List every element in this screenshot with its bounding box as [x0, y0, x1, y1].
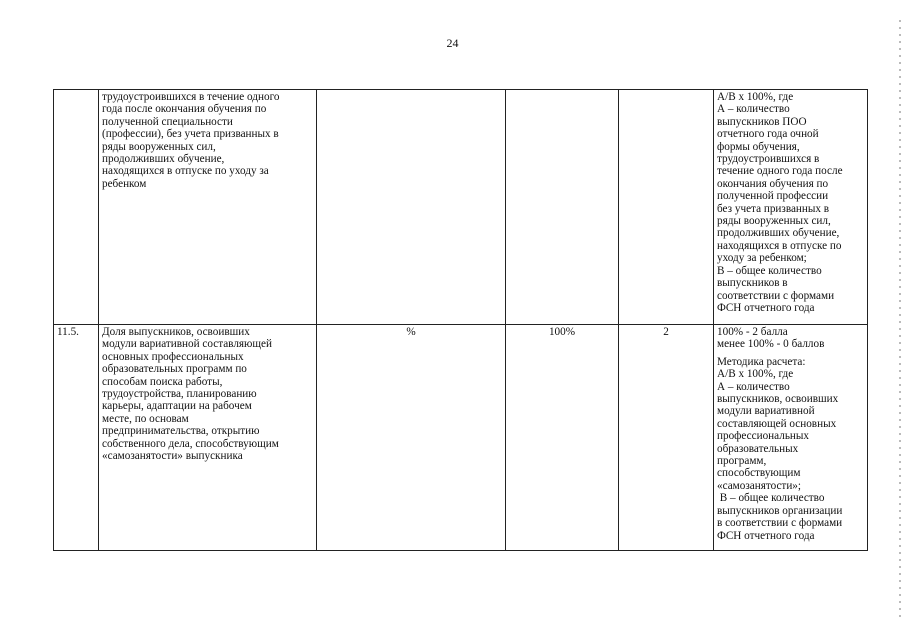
criteria-table: [53, 89, 868, 551]
text-line: отчетного года очной: [717, 128, 819, 141]
text-line: Методика расчета:: [717, 355, 806, 368]
row-number-cell: 11.5.: [54, 325, 99, 551]
scan-edge-artifact: [899, 20, 901, 620]
text-line: течение одного года после: [717, 165, 843, 178]
text-line: выпускников организации: [717, 504, 843, 517]
text-line: в соответствии с формами: [717, 517, 843, 530]
text-line: месте, по основам: [102, 412, 189, 425]
text-line: способствующим: [717, 467, 801, 480]
text-line: трудоустройства, планированию: [102, 388, 257, 401]
scoring-line: менее 100% - 0 баллов: [717, 338, 825, 351]
text-line: ФСН отчетного года: [717, 529, 815, 542]
text-line: А – количество: [717, 380, 790, 393]
text-line: соответствии с формами: [717, 289, 835, 302]
text-line: трудоустроившихся в: [717, 153, 820, 166]
row-number-cell: [54, 90, 99, 325]
text-line: образовательных: [717, 442, 799, 455]
text-line: В – общее количество: [717, 492, 825, 505]
text-line: А/В х 100%, где: [717, 368, 794, 381]
text-line: предпринимательства, открытию: [102, 425, 260, 438]
text-line: образовательных программ по: [102, 363, 247, 376]
text-line: способам поиска работы,: [102, 375, 223, 388]
target-cell: 100%: [506, 325, 619, 551]
text-line: полученной специальности: [102, 115, 233, 128]
text-line: выпускников, освоивших: [717, 393, 839, 406]
text-line: уходу за ребенком;: [717, 252, 807, 265]
text-line: основных профессиональных: [102, 350, 244, 363]
text-line: ребенком: [102, 177, 147, 190]
text-line: ряды вооруженных сил,: [102, 140, 216, 153]
text-line: ФСН отчетного года: [717, 301, 815, 314]
text-line: составляющей основных: [717, 417, 837, 430]
method-cell: [714, 90, 868, 325]
score-cell: 2: [619, 325, 714, 551]
text-line: карьеры, адаптации на рабочем: [102, 400, 252, 413]
scoring-line: 100% - 2 балла: [717, 326, 788, 338]
page-number: 24: [446, 36, 459, 50]
text-line: (профессии), без учета призванных в: [102, 128, 279, 141]
text-line: выпускников ПОО: [717, 115, 807, 128]
unit-cell: [317, 90, 506, 325]
text-line: собственного дела, способствующим: [102, 437, 279, 450]
table-row: [54, 325, 868, 551]
text-line: А – количество: [717, 103, 790, 116]
text-line: формы обучения,: [717, 140, 800, 153]
text-line: модули вариативной: [717, 405, 815, 418]
text-line: без учета призванных в: [717, 202, 830, 215]
indicator-name-cell: [99, 90, 317, 325]
text-line: продолживших обучение,: [717, 227, 840, 240]
text-line: Доля выпускников, освоивших: [102, 326, 250, 338]
table-row: [54, 90, 868, 325]
indicator-name-cell: [99, 325, 317, 551]
text-line: продолживших обучение,: [102, 153, 225, 166]
text-line: находящихся в отпуске по: [717, 239, 842, 252]
text-line: А/В х 100%, где: [717, 91, 794, 103]
text-line: выпускников в: [717, 277, 788, 290]
text-line: модули вариативной составляющей: [102, 338, 272, 351]
text-line: окончания обучения по: [717, 177, 829, 190]
method-cell: [714, 325, 868, 551]
target-cell: [506, 90, 619, 325]
text-line: ряды вооруженных сил,: [717, 215, 831, 228]
text-line: В – общее количество: [717, 264, 822, 277]
text-line: профессиональных: [717, 430, 810, 443]
score-cell: [619, 90, 714, 325]
text-line: полученной профессии: [717, 190, 829, 203]
unit-cell: %: [317, 325, 506, 551]
text-line: «самозанятости»;: [717, 479, 802, 492]
text-line: трудоустроившихся в течение одного: [102, 91, 280, 103]
text-line: находящихся в отпуске по уходу за: [102, 165, 269, 178]
text-line: «самозанятости» выпускника: [102, 450, 243, 463]
text-line: года после окончания обучения по: [102, 103, 267, 116]
text-line: программ,: [717, 455, 767, 468]
